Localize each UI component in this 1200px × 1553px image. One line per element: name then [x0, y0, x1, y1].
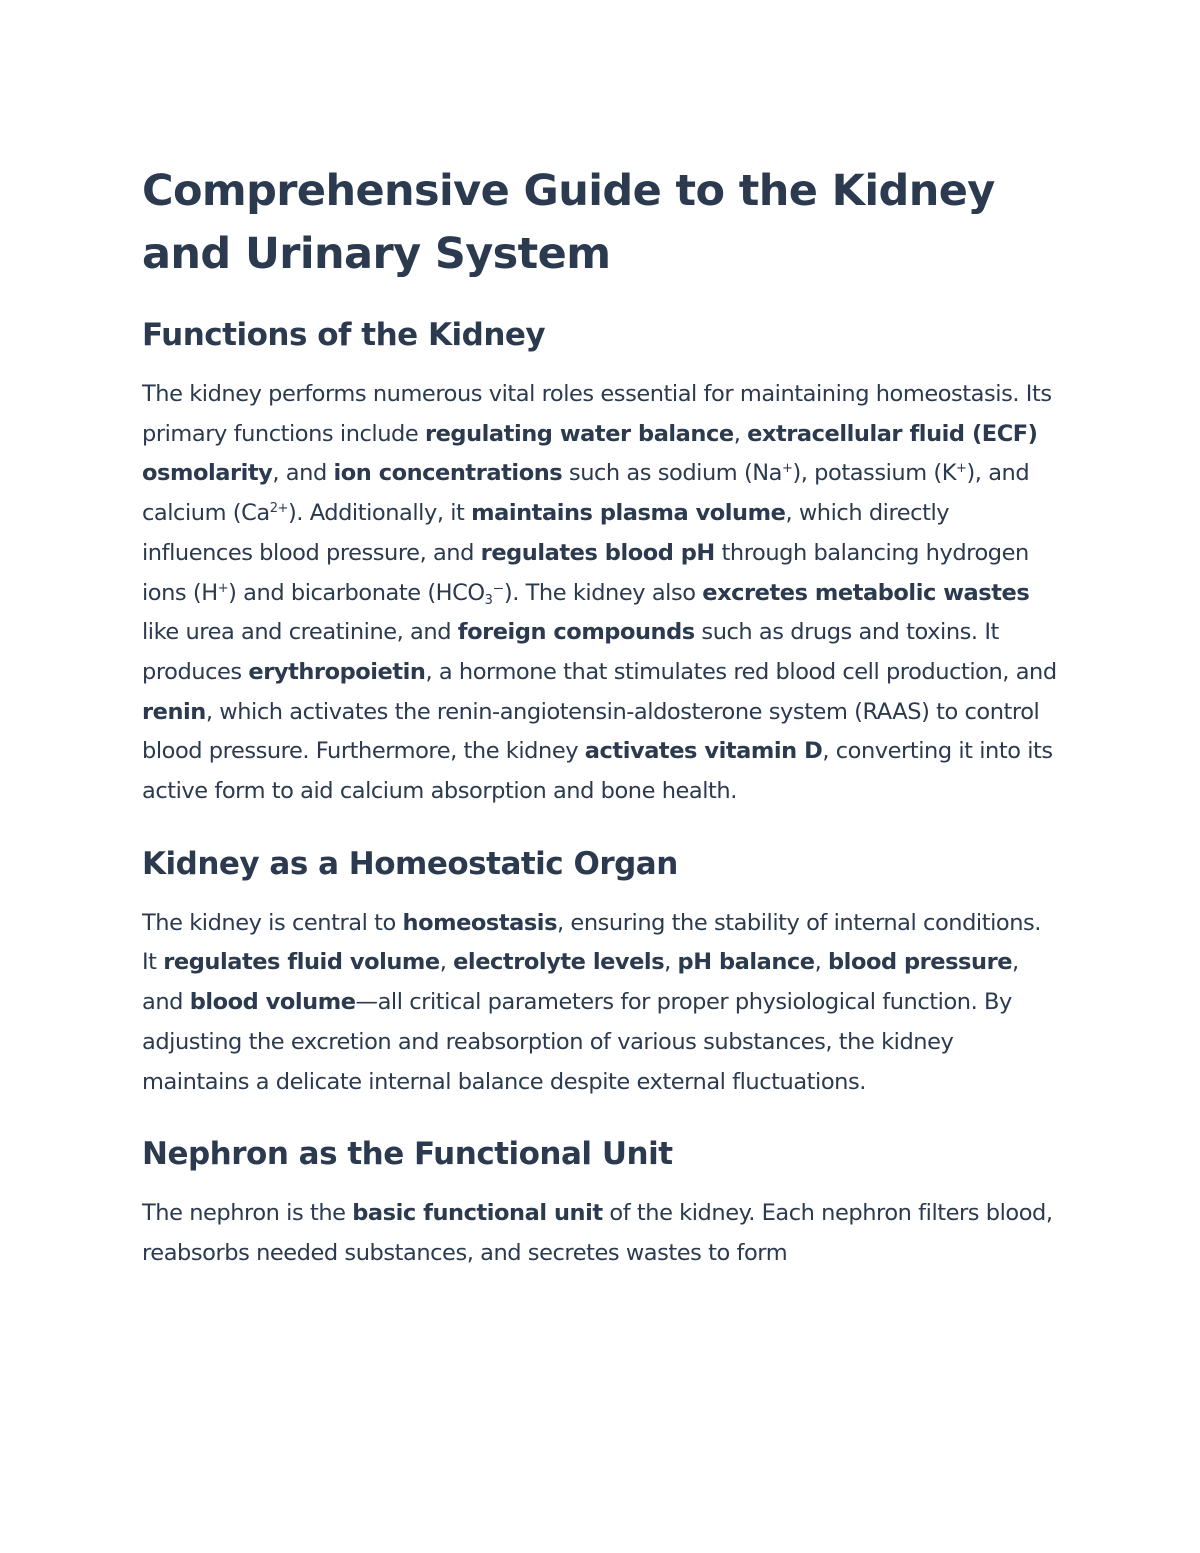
section-paragraph-homeostatic-organ: [142, 904, 1062, 1103]
bold-term: basic functional unit: [352, 1200, 603, 1227]
text-run: , ensuring the stability of internal conditions. It: [142, 909, 1041, 976]
bold-term: regulates blood pH: [480, 539, 715, 566]
section-heading-functions: Functions of the Kidney: [142, 317, 546, 353]
text-run: The kidney performs numerous vital roles essential for maintaining homeostasis. Its primary functions include: [142, 381, 1052, 447]
bold-term: ion concentrations: [333, 460, 563, 487]
bold-term: blood pressure: [828, 949, 1013, 976]
text-run: like urea and creatinine, and: [142, 619, 458, 646]
text-run: The nephron is the: [142, 1200, 353, 1227]
superscript: 2+: [269, 501, 288, 517]
text-run: The kidney is central to: [142, 909, 403, 936]
bold-term: homeostasis: [402, 909, 558, 936]
section-paragraph-functions: [142, 375, 1062, 812]
bold-term: erythropoietin: [248, 658, 426, 685]
bold-term: extracellular fluid (ECF) osmolarity: [142, 420, 1038, 487]
text-run: , converting it into its active form to aid calcium absorption and bone health.: [142, 738, 1053, 805]
text-run: ,: [439, 949, 454, 976]
text-run: , which activates the renin-angiotensin-aldosterone system (RAAS) to control blood pressure. Furthermore, the kidney: [142, 698, 1040, 765]
text-run: ⁻). The kidney also: [492, 579, 703, 606]
superscript: +: [217, 580, 229, 596]
bold-term: activates vitamin D: [584, 738, 823, 765]
bold-term: blood volume: [189, 989, 356, 1016]
text-run: ) and bicarbonate (HCO: [228, 579, 485, 606]
document-page: [142, 160, 1062, 1274]
bold-term: renin: [142, 698, 206, 725]
text-run: , a hormone that stimulates red blood cell production, and: [425, 658, 1057, 685]
superscript: +: [956, 461, 967, 477]
text-run: , which directly influences blood pressure, and: [142, 500, 950, 566]
bold-term: pH balance: [677, 949, 815, 976]
text-run: through balancing hydrogen ions (H: [142, 539, 1029, 606]
text-run: , and: [272, 460, 334, 487]
bold-term: regulating water balance: [424, 420, 734, 447]
text-run: ,: [814, 949, 829, 976]
superscript: +: [782, 461, 793, 477]
section-heading-homeostatic-organ: Kidney as a Homeostatic Organ: [142, 845, 678, 882]
bold-term: maintains plasma volume: [471, 500, 786, 527]
bold-term: electrolyte levels: [453, 949, 665, 976]
subscript: 3: [484, 592, 493, 608]
text-run: —all critical parameters for proper physiological function. By adjusting the excretion and reabsorption of various substances, the kidney maintains a delicate internal balance despite external fluctuations.: [142, 989, 1012, 1095]
text-run: ). Additionally, it: [287, 500, 472, 527]
text-run: ,: [664, 949, 678, 976]
document-title: Comprehensive Guide to the Kidney and Urinary System: [142, 166, 995, 279]
text-run: such as sodium (Na: [562, 460, 782, 487]
text-run: of the kidney. Each nephron filters blood, reabsorbs needed substances, and secretes wastes to form: [142, 1200, 1053, 1266]
text-run: ), potassium (K: [792, 460, 957, 487]
bold-term: excretes metabolic wastes: [702, 579, 1030, 606]
text-run: ), and calcium (Ca: [142, 460, 1030, 527]
bold-term: foreign compounds: [457, 619, 695, 646]
text-run: ,: [733, 420, 748, 447]
bold-term: regulates fluid volume: [163, 949, 440, 976]
text-run: such as drugs and toxins. It produces: [142, 619, 999, 685]
section-paragraph-nephron: [142, 1194, 1062, 1273]
section-heading-nephron: Nephron as the Functional Unit: [142, 1136, 673, 1173]
text-run: , and: [142, 949, 1019, 1016]
